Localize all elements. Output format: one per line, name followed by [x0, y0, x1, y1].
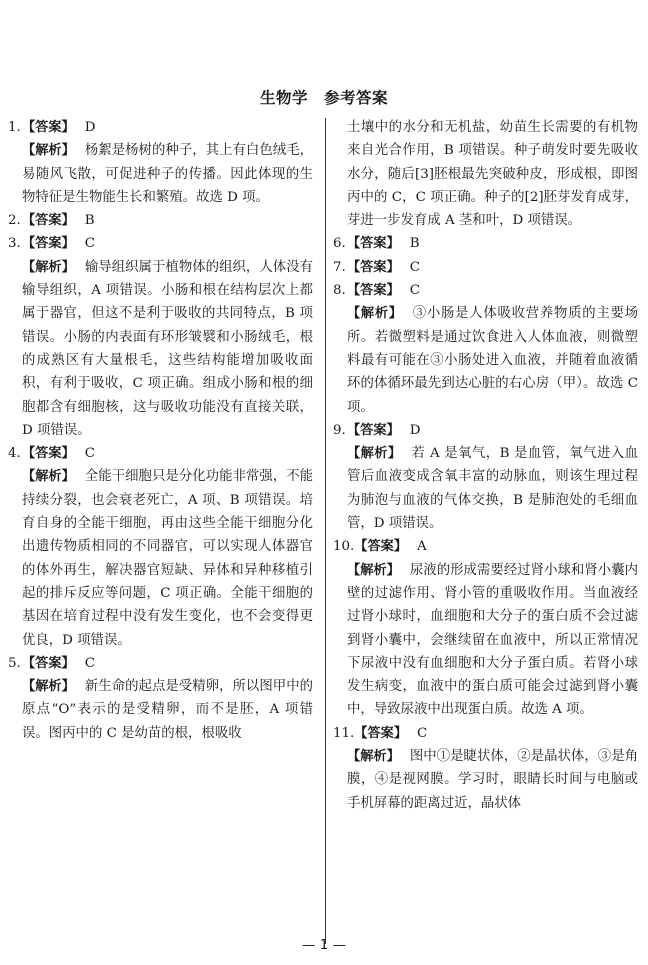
answer-line	[333, 256, 638, 279]
explain-tag: 【解析】	[347, 306, 403, 322]
question-number: 3.	[8, 236, 21, 252]
explanation-text: 输导组织属于植物体的组织，人体没有输导组织，A 项错误。小肠和根在结构层次上都属于器官，但这不是利于吸收的共同特点，B 项错误。小肠的内表面有环形皱襞和小肠绒毛，根的成熟区有大量根毛，这些结构能增加吸收面积，有利于吸收，C 项正确。组成小肠和根的细胞都含有细胞核，这与吸收功能没有直接关联，D 项错误。	[22, 259, 314, 438]
answer-tag: 【答案】	[22, 655, 75, 671]
explanation	[333, 442, 638, 535]
answer-value: C	[409, 283, 420, 299]
answer-line	[8, 232, 313, 255]
explanation-continued: 土壤中的水分和无机盐，幼苗生长需要的有机物来自光合作用，B 项错误。种子萌发时要先吸收水分，随后[3]胚根最先突破种皮，形成根，即图丙中的 C，C 项正确。种子的[2]胚芽发育成芽，芽进一步发育成 A 茎和叶，D 项错误。	[347, 120, 638, 229]
page-number: — 1 —	[301, 937, 347, 953]
explanation-text: 全能干细胞只是分化功能非常强，不能持续分裂，也会衰老死亡，A 项、B 项错误。培育自身的全能干细胞，再由这些全能干细胞分化出遗传物质相同的不同器官，可以实现人体器官的体外再生，解决器官短缺、异体和异种移植引起的排斥反应等问题，C 项正确。全能干细胞的基因在培育过程中没有发生变化，也不会变得更优良，D 项错误。	[22, 469, 314, 648]
answer-item	[333, 232, 638, 255]
explanation-text: 图中①是睫状体，②是晶状体，③是角膜，④是视网膜。学习时，眼睛长时间与电脑或手机屏幕的距离过近，晶状体	[347, 749, 639, 811]
explanation-text: 杨絮是杨树的种子，其上有白色绒毛，易随风飞散，可促进种子的传播。因此体现的生物特征是生物能生长和繁殖。故选 D 项。	[22, 143, 314, 205]
answer-value: C	[84, 655, 95, 671]
question-number: 6.	[333, 236, 346, 252]
question-number: 1.	[8, 120, 21, 135]
answer-item	[333, 279, 638, 419]
explanation	[333, 559, 638, 722]
explanation	[333, 302, 638, 418]
answer-tag: 【答案】	[354, 725, 408, 741]
answer-value: C	[409, 259, 420, 275]
question-number: 4.	[8, 446, 21, 462]
answer-tag: 【答案】	[347, 236, 400, 252]
answer-item	[333, 722, 638, 815]
answer-tag: 【答案】	[22, 236, 75, 252]
answer-line	[8, 442, 313, 465]
question-number: 5.	[8, 655, 21, 671]
answer-item	[333, 535, 638, 721]
answer-item	[333, 419, 638, 535]
explanation	[8, 256, 313, 442]
answer-tag: 【答案】	[347, 259, 400, 275]
answer-tag: 【答案】	[354, 539, 408, 555]
explanation-text: 尿液的形成需要经过肾小球和肾小囊内壁的过滤作用、肾小管的重吸收作用。当血液经过肾小球时，血细胞和大分子的蛋白质不会过滤到肾小囊中，会继续留在血液中，所以正常情况下尿液中没有血细胞和大分子蛋白质。若肾小球发生病变，血液中的蛋白质可能会过滤到肾小囊中，导致尿液中出现蛋白质。故选 A 项。	[347, 562, 639, 718]
explanation	[333, 745, 638, 815]
question-number: 9.	[333, 422, 346, 438]
answer-line	[8, 116, 313, 139]
answer-tag: 【答案】	[22, 446, 75, 462]
answer-item	[8, 116, 313, 209]
explanation-text: 若 A 是氧气，B 是血管，氧气进入血管后血液变成含氧丰富的动脉血，则该生理过程为肺泡与血液的气体交换，B 是肺泡处的毛细血管，D 项错误。	[347, 446, 639, 532]
answer-line	[8, 652, 313, 675]
answer-tag: 【答案】	[347, 283, 400, 299]
explanation	[8, 675, 313, 745]
answer-tag: 【答案】	[347, 422, 400, 438]
answer-line	[333, 722, 638, 745]
question-number: 2.	[8, 213, 21, 229]
answer-value: C	[417, 725, 428, 741]
answer-item	[8, 232, 313, 442]
page-title: 生物学 参考答案	[259, 89, 388, 107]
explanation	[8, 465, 313, 651]
explain-tag: 【解析】	[347, 562, 400, 578]
question-number: 10.	[333, 539, 355, 555]
answer-line	[333, 419, 638, 442]
answer-value: C	[84, 446, 95, 462]
explain-tag: 【解析】	[22, 469, 75, 485]
answer-value: D	[84, 120, 96, 135]
explain-tag: 【解析】	[22, 143, 75, 159]
answer-tag: 【答案】	[22, 120, 75, 135]
answer-item	[8, 652, 313, 745]
explain-tag: 【解析】	[22, 259, 75, 275]
answer-line	[8, 209, 313, 232]
explanation-text: ③小肠是人体吸收营养物质的主要场所。若微塑料是通过饮食进入人体血液，则微塑料最有可能在③小肠处进入血液，并随着血液循环的体循环最先到达心脏的右心房（甲）。故选 C 项。	[347, 306, 639, 415]
explain-tag: 【解析】	[22, 679, 75, 695]
answer-value: B	[409, 236, 420, 252]
question-number: 11.	[333, 725, 355, 741]
explanation-text: 新生命的起点是受精卵，所以图甲中的原点“O”表示的是受精卵，而不是胚，A 项错误。图丙中的 C 是幼苗的根，根吸收	[22, 679, 314, 741]
answer-line	[333, 535, 638, 558]
question-number: 7.	[333, 259, 346, 275]
right-column	[333, 116, 638, 815]
answer-value: A	[417, 539, 427, 555]
answer-value: C	[84, 236, 95, 252]
left-column	[8, 116, 313, 745]
explain-tag: 【解析】	[347, 446, 402, 462]
answer-tag: 【答案】	[22, 213, 75, 229]
explanation	[8, 139, 313, 209]
answer-value: D	[409, 422, 421, 438]
explain-tag: 【解析】	[347, 749, 400, 765]
answer-item	[333, 256, 638, 279]
answer-item	[8, 209, 313, 232]
column-divider	[325, 118, 326, 944]
question-number: 8.	[333, 283, 346, 299]
answer-value: B	[84, 213, 95, 229]
answer-line	[333, 232, 638, 255]
answer-line	[333, 279, 638, 302]
answer-item	[8, 442, 313, 652]
